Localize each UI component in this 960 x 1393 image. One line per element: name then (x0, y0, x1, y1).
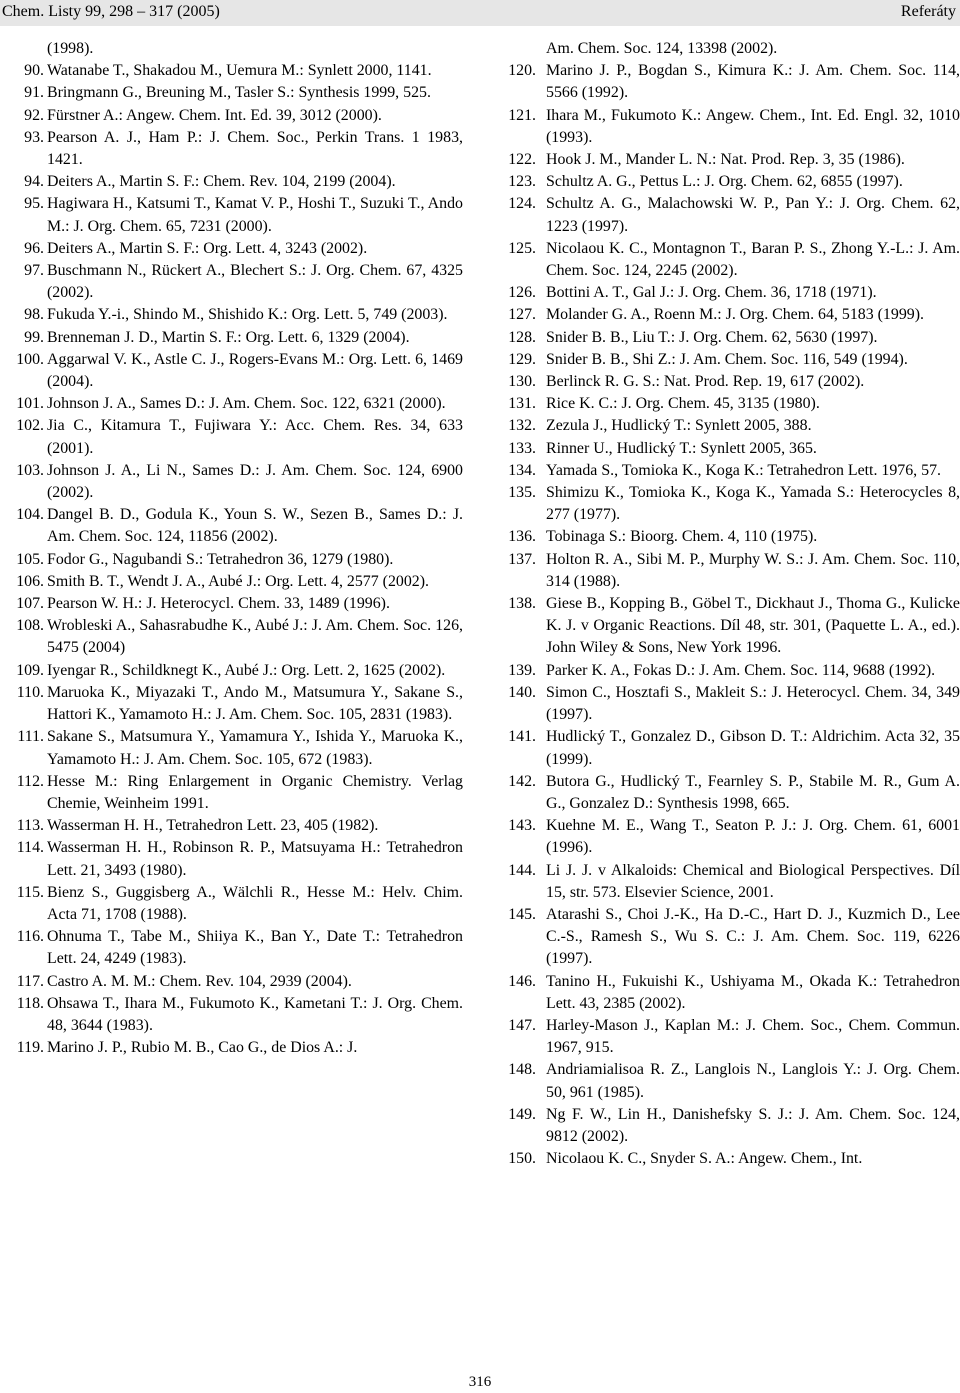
reference-number: 121. (508, 106, 536, 124)
reference-item (500, 38, 960, 60)
reference-text: Tobinaga S.: Bioorg. Chem. 4, 110 (1975). (546, 528, 818, 546)
reference-text: Watanabe T., Shakadou M., Uemura M.: Synlett 2000, 1141. (47, 62, 432, 80)
reference-number: 113. (16, 817, 44, 835)
reference-number: 132. (508, 417, 536, 435)
reference-text: Sakane S., Matsumura Y., Yamamura Y., Ishida Y., Maruoka K., Yamamoto H.: J. Am. Chem. Soc. 105, 672 (1983). (47, 728, 463, 768)
reference-text: Ihara M., Fukumoto K.: Angew. Chem., Int. Ed. Engl. 32, 1010 (1993). (546, 106, 960, 146)
reference-number: 145. (508, 905, 536, 923)
reference-text: Schultz A. G., Pettus L.: J. Org. Chem. 62, 6855 (1997). (546, 173, 903, 191)
reference-number: 147. (508, 1016, 536, 1034)
reference-item (500, 526, 960, 548)
reference-item (10, 171, 463, 193)
reference-text: Hesse M.: Ring Enlargement in Organic Chemistry. Verlag Chemie, Weinheim 1991. (47, 772, 463, 812)
reference-text: Smith B. T., Wendt J. A., Aubé J.: Org. Lett. 4, 2577 (2002). (47, 572, 430, 590)
reference-text: Wasserman H. H., Tetrahedron Lett. 23, 405 (1982). (47, 817, 379, 835)
reference-item (500, 282, 960, 304)
references-left-column (10, 38, 463, 1059)
reference-text: Bringmann G., Breuning M., Tasler S.: Synthesis 1999, 525. (47, 84, 431, 102)
reference-text: Hook J. M., Mander L. N.: Nat. Prod. Rep. 3, 35 (1986). (546, 151, 905, 169)
section-name: Referáty (900, 3, 956, 20)
reference-item (10, 260, 463, 304)
reference-text: Deiters A., Martin S. F.: Chem. Rev. 104, 2199 (2004). (47, 173, 396, 191)
reference-item (10, 38, 463, 60)
reference-text: Giese B., Kopping B., Göbel T., Dickhaut J., Thoma G., Kulicke K. J. v Organic Reactions. Díl 48, str. 301, (Paquette L. A., ed.). John Wiley & Sons, New York 1996. (546, 595, 960, 657)
reference-number: 111. (17, 728, 44, 746)
reference-text: Rinner U., Hudlický T.: Synlett 2005, 365. (546, 439, 817, 457)
reference-text: Aggarwal V. K., Astle C. J., Rogers-Evans M.: Org. Lett. 6, 1469 (2004). (47, 350, 463, 391)
reference-number: 102. (16, 417, 44, 435)
reference-text: Wrobleski A., Sahasrabudhe K., Aubé J.: J. Am. Chem. Soc. 126, 5475 (2004) (47, 617, 463, 657)
reference-text: Johnson J. A., Sames D.: J. Am. Chem. Soc. 122, 6321 (2000). (47, 395, 446, 413)
reference-text: Molander G. A., Roenn M.: J. Org. Chem. 64, 5183 (1999). (546, 306, 924, 324)
reference-number: 100. (16, 350, 44, 368)
reference-number: 117. (16, 972, 44, 990)
reference-number: 128. (508, 328, 536, 346)
reference-number: 134. (508, 461, 536, 479)
reference-item (500, 682, 960, 726)
reference-item (500, 60, 960, 104)
reference-text: Rice K. C.: J. Org. Chem. 45, 3135 (1980). (546, 395, 820, 413)
reference-text: Pearson A. J., Ham P.: J. Chem. Soc., Perkin Trans. 1 1983, 1421. (47, 128, 463, 169)
reference-number: 126. (508, 284, 536, 302)
reference-item (10, 238, 463, 260)
reference-text: Pearson W. H.: J. Heterocycl. Chem. 33, 1489 (1996). (47, 595, 390, 613)
reference-number: 136. (508, 528, 536, 546)
reference-text: Atarashi S., Choi J.-K., Ha D.-C., Hart D. J., Kuzmich D., Lee C.-S., Ramesh S., Wu S. C.: J. Am. Chem. Soc. 119, 6226 (1997). (546, 905, 960, 968)
reference-item (500, 105, 960, 149)
reference-number: 94. (24, 173, 44, 191)
reference-item (500, 1059, 960, 1103)
reference-item (10, 882, 463, 926)
reference-number: 99. (24, 328, 44, 346)
page-number: 316 (468, 1374, 492, 1390)
reference-number: 120. (508, 62, 536, 80)
reference-text: (1998). (47, 40, 94, 57)
reference-text: Fürstner A.: Angew. Chem. Int. Ed. 39, 3012 (2000). (47, 106, 382, 124)
reference-item (500, 815, 960, 859)
reference-number: 92. (24, 106, 44, 124)
reference-text: Harley-Mason J., Kaplan M.: J. Chem. Soc., Chem. Commun. 1967, 915. (546, 1016, 960, 1057)
reference-item (500, 438, 960, 460)
reference-item (500, 349, 960, 371)
reference-text: Hagiwara H., Katsumi T., Kamat V. P., Hoshi T., Suzuki T., Ando M.: J. Org. Chem. 65, 7231 (2000). (47, 195, 463, 235)
reference-item (10, 971, 463, 993)
reference-item (500, 482, 960, 526)
reference-item (500, 149, 960, 171)
reference-item (10, 682, 463, 726)
reference-number: 103. (16, 461, 44, 479)
reference-item (500, 304, 960, 326)
reference-item (10, 349, 463, 393)
reference-number: 137. (508, 550, 536, 568)
reference-text: Johnson J. A., Li N., Sames D.: J. Am. Chem. Soc. 124, 6900 (2002). (47, 461, 463, 502)
reference-number: 148. (508, 1061, 536, 1079)
reference-text: Fodor G., Nagubandi S.: Tetrahedron 36, 1279 (1980). (47, 550, 394, 568)
reference-item (500, 860, 960, 904)
reference-text: Dangel B. D., Godula K., Youn S. W., Sezen B., Sames D.: J. Am. Chem. Soc. 124, 11856 (2002). (47, 506, 463, 546)
reference-text: Ohsawa T., Ihara M., Fukumoto K., Kametani T.: J. Org. Chem. 48, 3644 (1983). (47, 994, 463, 1034)
reference-number: 122. (508, 151, 536, 169)
reference-item (500, 1104, 960, 1148)
reference-number: 105. (16, 550, 44, 568)
reference-item (10, 815, 463, 837)
reference-number: 115. (16, 883, 44, 901)
reference-text: Maruoka K., Miyazaki T., Ando M., Matsumura Y., Sakane S., Hattori K., Yamamoto H.: J. Am. Chem. Soc. 105, 2831 (1983). (47, 683, 463, 724)
reference-number: 116. (16, 928, 44, 946)
reference-text: Brenneman J. D., Martin S. F.: Org. Lett. 6, 1329 (2004). (47, 328, 410, 346)
reference-item (10, 993, 463, 1037)
reference-item (500, 415, 960, 437)
reference-number: 135. (508, 484, 536, 502)
reference-number: 141. (508, 728, 536, 746)
reference-item (500, 171, 960, 193)
reference-text: Shimizu K., Tomioka K., Koga K., Yamada S.: Heterocycles 8, 277 (1977). (546, 484, 960, 524)
reference-number: 142. (508, 772, 536, 790)
reference-text: Li J. J. v Alkaloids: Chemical and Biological Perspectives. Díl 15, str. 573. Elsevier Science, 2001. (546, 861, 960, 901)
reference-item (500, 371, 960, 393)
reference-text: Marino J. P., Bogdan S., Kimura K.: J. Am. Chem. Soc. 114, 5566 (1992). (546, 62, 960, 102)
reference-text: Zezula J., Hudlický T.: Synlett 2005, 388. (546, 417, 812, 435)
reference-item (10, 571, 463, 593)
reference-item (10, 127, 463, 171)
reference-number: 91. (24, 84, 44, 102)
reference-number: 146. (508, 972, 536, 990)
reference-text: Parker K. A., Fokas D.: J. Am. Chem. Soc. 114, 9688 (1992). (546, 661, 936, 679)
reference-item (10, 415, 463, 459)
reference-item (500, 193, 960, 237)
reference-text: Bottini A. T., Gal J.: J. Org. Chem. 36, 1718 (1971). (546, 284, 877, 302)
reference-item (500, 771, 960, 815)
page-header (0, 0, 960, 26)
reference-number: 114. (16, 839, 44, 857)
reference-text: Wasserman H. H., Robinson R. P., Matsuyama H.: Tetrahedron Lett. 21, 3493 (1980). (47, 839, 463, 879)
reference-item (10, 60, 463, 82)
reference-number: 123. (508, 173, 536, 191)
reference-number: 108. (16, 617, 44, 635)
reference-item (500, 1015, 960, 1059)
reference-item (500, 971, 960, 1015)
reference-text: Ohnuma T., Tabe M., Shiiya K., Ban Y., Date T.: Tetrahedron Lett. 24, 4249 (1983). (47, 928, 463, 968)
reference-item (500, 726, 960, 770)
reference-number: 107. (16, 595, 44, 613)
reference-text: Deiters A., Martin S. F.: Org. Lett. 4, 3243 (2002). (47, 239, 368, 257)
reference-number: 119. (16, 1039, 44, 1057)
reference-number: 143. (508, 817, 536, 835)
reference-number: 97. (24, 262, 44, 280)
reference-item (500, 238, 960, 282)
reference-number: 93. (24, 128, 44, 146)
reference-item (10, 615, 463, 659)
reference-item (500, 393, 960, 415)
reference-text: Tanino H., Fukuishi K., Ushiyama M., Okada K.: Tetrahedron Lett. 43, 2385 (2002). (546, 972, 960, 1012)
reference-item (500, 327, 960, 349)
reference-text: Fukuda Y.-i., Shindo M., Shishido K.: Org. Lett. 5, 749 (2003). (47, 306, 448, 324)
reference-number: 98. (24, 306, 44, 324)
reference-item (10, 926, 463, 970)
reference-item (500, 660, 960, 682)
reference-item (10, 726, 463, 770)
reference-number: 144. (508, 861, 536, 879)
reference-number: 139. (508, 661, 536, 679)
reference-number: 149. (508, 1105, 536, 1123)
reference-text: Holton R. A., Sibi M. P., Murphy W. S.: J. Am. Chem. Soc. 110, 314 (1988). (546, 550, 960, 590)
reference-text: Am. Chem. Soc. 124, 13398 (2002). (546, 40, 778, 57)
reference-item (10, 504, 463, 548)
reference-text: Berlinck R. G. S.: Nat. Prod. Rep. 19, 617 (2002). (546, 373, 865, 391)
reference-number: 133. (508, 439, 536, 457)
reference-number: 129. (508, 350, 536, 368)
reference-text: Hudlický T., Gonzalez D., Gibson D. T.: Aldrichim. Acta 32, 35 (1999). (546, 728, 960, 768)
reference-text: Kuehne M. E., Wang T., Seaton P. J.: J. Org. Chem. 61, 6001 (1996). (546, 817, 960, 857)
reference-number: 138. (508, 595, 536, 613)
reference-item (10, 593, 463, 615)
reference-text: Jia C., Kitamura T., Fujiwara Y.: Acc. Chem. Res. 34, 633 (2001). (47, 417, 463, 457)
references-right-column (500, 38, 960, 1170)
reference-number: 104. (16, 506, 44, 524)
reference-number: 130. (508, 373, 536, 391)
reference-number: 95. (24, 195, 44, 213)
reference-item (10, 837, 463, 881)
reference-text: Marino J. P., Rubio M. B., Cao G., de Dios A.: J. (47, 1039, 358, 1057)
reference-number: 110. (16, 683, 44, 701)
reference-text: Nicolaou K. C., Montagnon T., Baran P. S., Zhong Y.-L.: J. Am. Chem. Soc. 124, 2245 (2002). (546, 239, 960, 280)
reference-number: 106. (16, 572, 44, 590)
reference-number: 140. (508, 683, 536, 701)
reference-text: Buschmann N., Rückert A., Blechert S.: J. Org. Chem. 67, 4325 (2002). (47, 262, 463, 302)
reference-text: Castro A. M. M.: Chem. Rev. 104, 2939 (2004). (47, 972, 352, 990)
reference-item (10, 1037, 463, 1059)
reference-number: 90. (24, 62, 44, 80)
reference-number: 150. (508, 1150, 536, 1168)
reference-text: Ng F. W., Lin H., Danishefsky S. J.: J. Am. Chem. Soc. 124, 9812 (2002). (546, 1105, 960, 1145)
reference-item (10, 105, 463, 127)
reference-text: Schultz A. G., Malachowski W. P., Pan Y.: J. Org. Chem. 62, 1223 (1997). (546, 195, 960, 235)
reference-item (10, 549, 463, 571)
reference-item (10, 460, 463, 504)
reference-text: Bienz S., Guggisberg A., Wälchli R., Hesse M.: Helv. Chim. Acta 71, 1708 (1988). (47, 883, 463, 923)
reference-text: Butora G., Hudlický T., Fearnley S. P., Stabile M. R., Gum A. G., Gonzalez D.: Synthesis 1998, 665. (546, 772, 960, 812)
reference-number: 109. (16, 661, 44, 679)
reference-number: 118. (16, 994, 44, 1012)
reference-item (10, 327, 463, 349)
reference-number: 96. (24, 239, 44, 257)
reference-item (500, 904, 960, 971)
reference-text: Nicolaou K. C., Snyder S. A.: Angew. Chem., Int. (546, 1150, 863, 1168)
reference-item (500, 549, 960, 593)
reference-item (10, 771, 463, 815)
reference-item (10, 304, 463, 326)
reference-text: Simon C., Hosztafi S., Makleit S.: J. Heterocycl. Chem. 34, 349 (1997). (546, 683, 960, 724)
reference-item (500, 593, 960, 660)
reference-text: Snider B. B., Shi Z.: J. Am. Chem. Soc. 116, 549 (1994). (546, 350, 908, 368)
journal-citation: Chem. Listy 99, 298 – 317 (2005) (2, 3, 220, 20)
reference-text: Snider B. B., Liu T.: J. Org. Chem. 62, 5630 (1997). (546, 328, 878, 346)
reference-item (10, 193, 463, 237)
reference-number: 131. (508, 395, 536, 413)
reference-number: 101. (16, 395, 44, 413)
reference-item (10, 82, 463, 104)
reference-number: 112. (16, 772, 44, 790)
reference-number: 125. (508, 239, 536, 257)
reference-item (500, 460, 960, 482)
reference-number: 127. (508, 306, 536, 324)
reference-item (10, 393, 463, 415)
reference-text: Andriamialisoa R. Z., Langlois N., Langlois Y.: J. Org. Chem. 50, 961 (1985). (546, 1061, 960, 1101)
reference-text: Yamada S., Tomioka K., Koga K.: Tetrahedron Lett. 1976, 57. (546, 461, 941, 479)
reference-text: Iyengar R., Schildknegt K., Aubé J.: Org. Lett. 2, 1625 (2002). (47, 661, 446, 679)
reference-item (500, 1148, 960, 1170)
reference-number: 124. (508, 195, 536, 213)
reference-item (10, 660, 463, 682)
